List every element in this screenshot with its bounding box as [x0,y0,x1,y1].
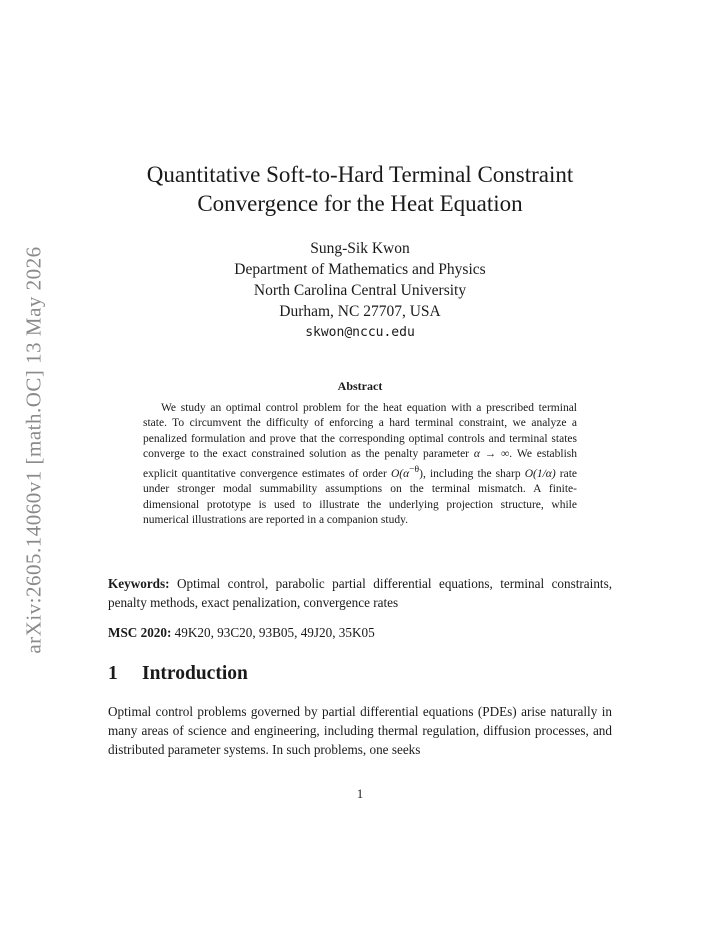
section-heading [108,663,248,685]
abstract-text: . We establish explicit quantitative convergence estimates of order [143,447,577,481]
abstract-math: O(α [390,468,410,481]
keywords-label: Keywords: [108,576,170,591]
abstract-text: We study an optimal control problem for the heat equation with a prescribed terminal state. To circumvent the difficulty of enforcing a hard terminal constraint, we analyze a penalized formulation and prove that the corresponding optimal controls and terminal states converge to the exact constrained solution as the penalty parameter [143,402,577,460]
abstract-math-exponent: −θ [409,464,420,476]
title-line: Convergence for the Heat Equation [197,191,523,216]
arxiv-side-stamp [18,240,50,660]
abstract-text: rate under stronger modal summability assumptions on the terminal mismatch. A finite-dimensional prototype is used to illustrate the underlying projection structure, while numerical illustrations are reported in a companion study. [143,468,577,526]
author-university: North Carolina Central University [253,282,467,299]
abstract-text: , including the sharp [422,468,525,481]
arxiv-identifier: arXiv:2605.14060v1 [math.OC] 13 May 2026 [21,246,46,654]
title-line: Quantitative Soft-to-Hard Terminal Constraint [146,162,574,187]
section-title: Introduction [142,663,248,684]
abstract-body [143,401,577,528]
abstract-math: ) [419,468,423,481]
introduction-paragraph: Optimal control problems governed by partial differential equations (PDEs) arise naturally in many areas of science and engineering, including thermal regulation, diffusion processes, and distributed parameter systems. In such problems, one seeks [108,704,612,757]
abstract-math: O(1/α) [524,468,556,481]
keywords-text: Optimal control, parabolic partial differential equations, terminal constraints, penalty methods, exact penalization, convergence rates [108,576,613,610]
author-name: Sung-Sik Kwon [310,240,410,257]
author-department: Department of Mathematics and Physics [234,261,486,278]
paper-title [110,160,610,218]
author-address: Durham, NC 27707, USA [279,303,441,320]
keywords [108,574,612,612]
author-block [110,238,610,343]
msc-codes: 49K20, 93C20, 93B05, 49J20, 35K05 [174,625,375,640]
abstract-math: α → ∞ [473,447,510,460]
page-number: 1 [356,787,364,801]
abstract-heading: Abstract [337,379,383,393]
author-email[interactable]: skwon@nccu.edu [305,325,415,340]
section-number: 1 [108,663,118,684]
msc-label: MSC 2020: [108,625,172,640]
msc-classification [108,623,612,642]
